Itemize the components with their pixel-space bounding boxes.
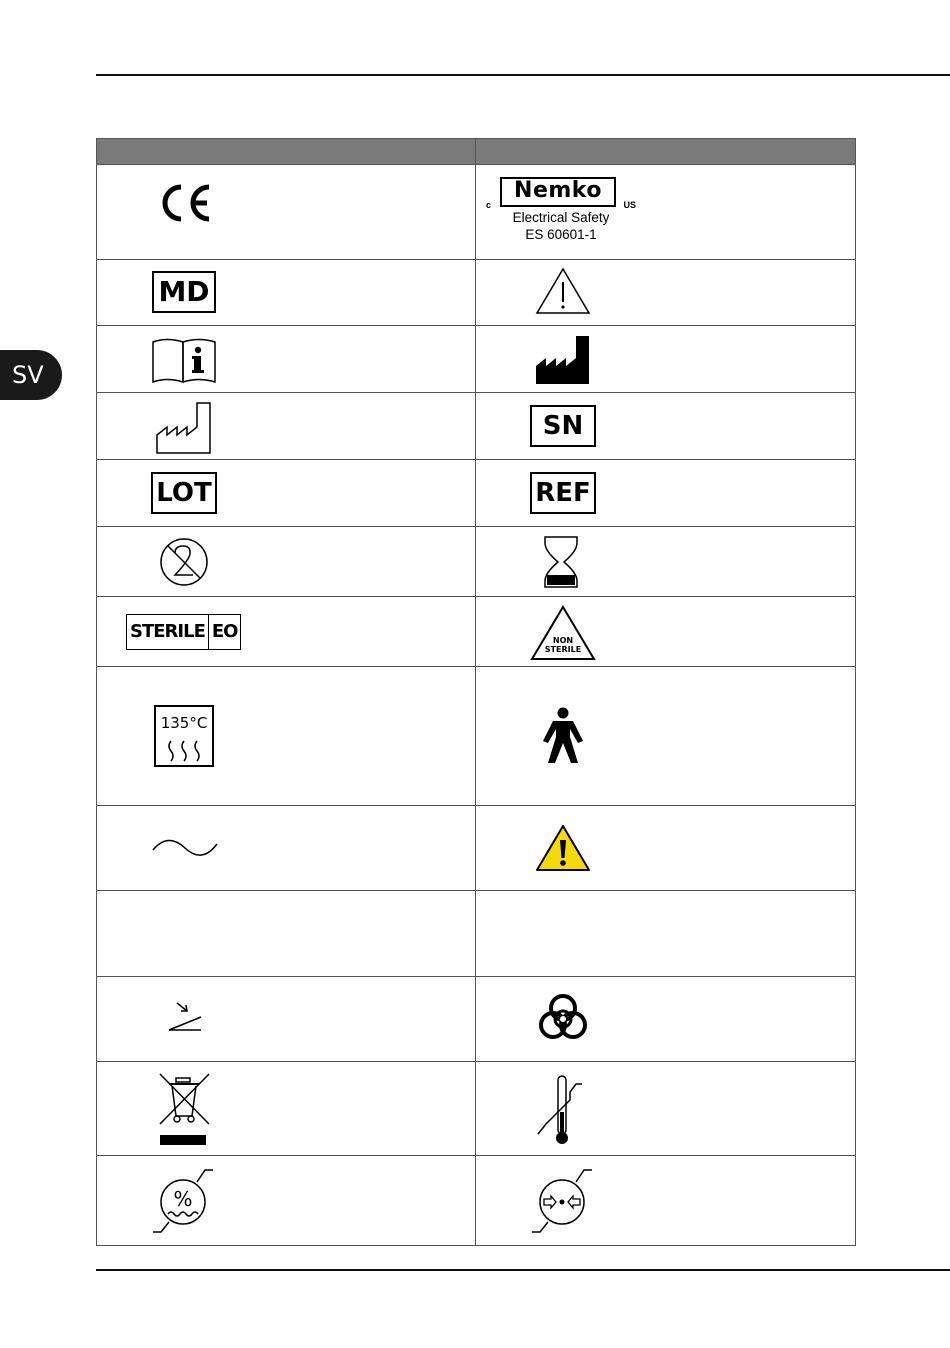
top-rule [96, 74, 950, 76]
table-row [97, 393, 856, 460]
table-cell [97, 527, 476, 597]
table-row [97, 165, 856, 260]
table-header-row [97, 139, 856, 165]
table-cell [476, 165, 856, 260]
nemko-line1: Electrical Safety [512, 210, 610, 225]
table-row [97, 891, 856, 977]
table-cell [97, 806, 476, 891]
table-cell [476, 806, 856, 891]
md-label-icon: MD [152, 271, 216, 313]
table-cell [97, 597, 476, 667]
autoclave-135-icon [154, 705, 214, 767]
table-row [97, 667, 856, 806]
ref-label-icon: REF [530, 472, 596, 514]
use-by-date-icon [542, 535, 580, 589]
table-cell [476, 393, 856, 460]
table-cell [476, 597, 856, 667]
table-cell [476, 460, 856, 527]
table-cell [97, 393, 476, 460]
nemko-logo-word: Nemko [500, 177, 616, 207]
date-of-manufacture-icon [155, 401, 213, 455]
type-b-applied-part-icon [540, 707, 586, 765]
table-cell [97, 165, 476, 260]
table-cell [97, 460, 476, 527]
caution-triangle-icon [534, 266, 592, 316]
table-row [97, 977, 856, 1062]
sn-label-icon: SN [530, 405, 596, 447]
table-cell [476, 1062, 856, 1156]
table-cell [97, 260, 476, 326]
table-row [97, 460, 856, 527]
language-tab: SV [0, 350, 62, 400]
eo-text: EO [208, 615, 241, 649]
nemko-line2: ES 60601-1 [525, 227, 597, 242]
weee-disposal-icon [157, 1072, 213, 1146]
table-row [97, 806, 856, 891]
table-cell [476, 527, 856, 597]
temperature-limit-icon [536, 1074, 586, 1146]
table-cell [476, 891, 856, 977]
table-cell [97, 977, 476, 1062]
table-cell [97, 667, 476, 806]
table-cell [97, 326, 476, 393]
table-cell [476, 1156, 856, 1246]
table-header-cell [97, 139, 476, 165]
humidity-text: % [173, 1187, 193, 1211]
manufacturer-icon [534, 334, 592, 386]
table-row [97, 1156, 856, 1246]
table-cell [476, 667, 856, 806]
non-sterile-icon [530, 605, 596, 661]
table-row [97, 260, 856, 326]
nemko-prefix: c [486, 200, 492, 210]
table-row [97, 1062, 856, 1156]
atmospheric-pressure-limit-icon [530, 1166, 596, 1236]
table-cell [97, 1062, 476, 1156]
table-cell [476, 260, 856, 326]
table-row [97, 326, 856, 393]
table-header-cell [476, 139, 856, 165]
table-row [97, 597, 856, 667]
temperature-text: 135°C [160, 714, 208, 732]
table-cell [97, 1156, 476, 1246]
do-not-reuse-icon [158, 536, 210, 588]
sterile-text: STERILE [544, 645, 582, 654]
nemko-logo-icon [486, 175, 636, 243]
non-text: NON [552, 636, 574, 645]
sterile-text: STERILE [130, 621, 205, 642]
biohazard-icon [534, 989, 592, 1047]
table-cell [476, 326, 856, 393]
bottom-rule [96, 1269, 950, 1271]
ce-mark-icon [155, 183, 215, 223]
table-row [97, 527, 856, 597]
sterile-eo-icon [126, 614, 241, 650]
warning-triangle-icon [534, 823, 592, 873]
alternating-current-icon [151, 836, 219, 860]
lot-label-icon: LOT [151, 472, 217, 514]
table-cell [97, 891, 476, 977]
sharp-object-icon [165, 999, 205, 1033]
table-cell [476, 977, 856, 1062]
consult-instructions-icon [151, 334, 217, 386]
symbols-table [96, 138, 856, 1246]
nemko-suffix: US [623, 200, 636, 210]
humidity-limit-icon [151, 1166, 217, 1236]
